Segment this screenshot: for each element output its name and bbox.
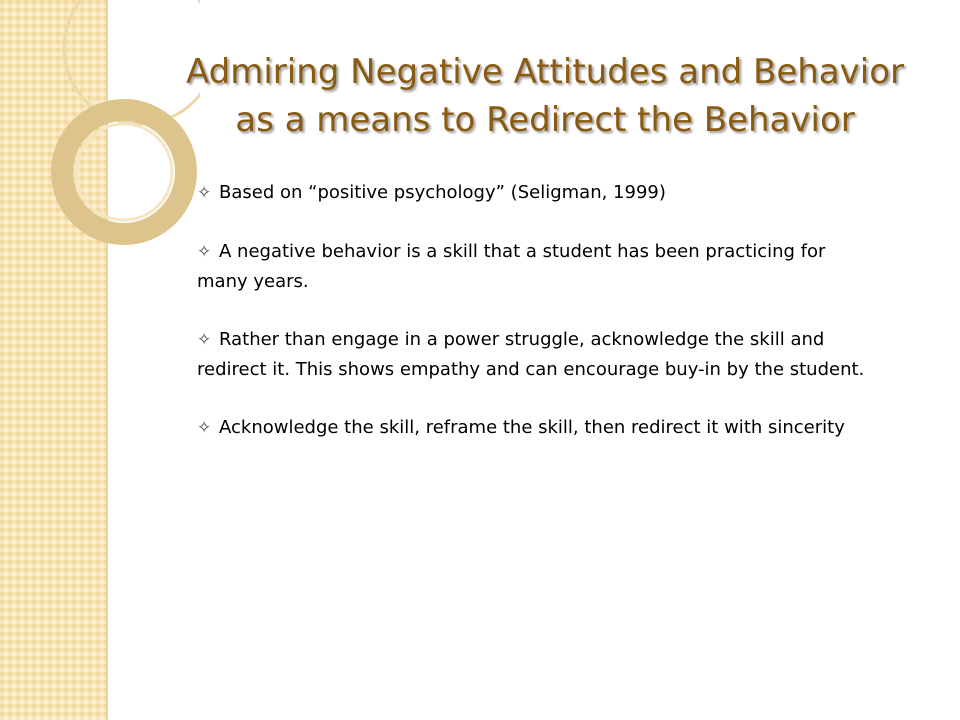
bullet-item: [197, 237, 877, 296]
star-bullet-icon: ✧: [197, 242, 212, 262]
title-line-2: as a means to Redirect the Behavior: [235, 100, 855, 140]
bullet-item: [197, 178, 877, 208]
star-bullet-icon: ✧: [197, 183, 212, 203]
slide-title: [150, 48, 940, 144]
star-bullet-icon: ✧: [197, 418, 212, 438]
bullet-item: [197, 413, 877, 443]
star-bullet-icon: ✧: [197, 330, 212, 350]
bullet-text: Based on “positive psychology” (Seligman, 1999): [219, 182, 666, 203]
bullet-text: Rather than engage in a power struggle, acknowledge the skill and redirect it. This shows empathy and can encourage buy-in by the student.: [197, 329, 865, 380]
bullet-list: [197, 178, 877, 472]
bullet-text: A negative behavior is a skill that a student has been practicing for many years.: [197, 241, 826, 292]
bullet-text: Acknowledge the skill, reframe the skill, then redirect it with sincerity: [219, 417, 845, 438]
bullet-item: [197, 325, 877, 384]
title-line-1: Admiring Negative Attitudes and Behavior: [186, 52, 904, 92]
